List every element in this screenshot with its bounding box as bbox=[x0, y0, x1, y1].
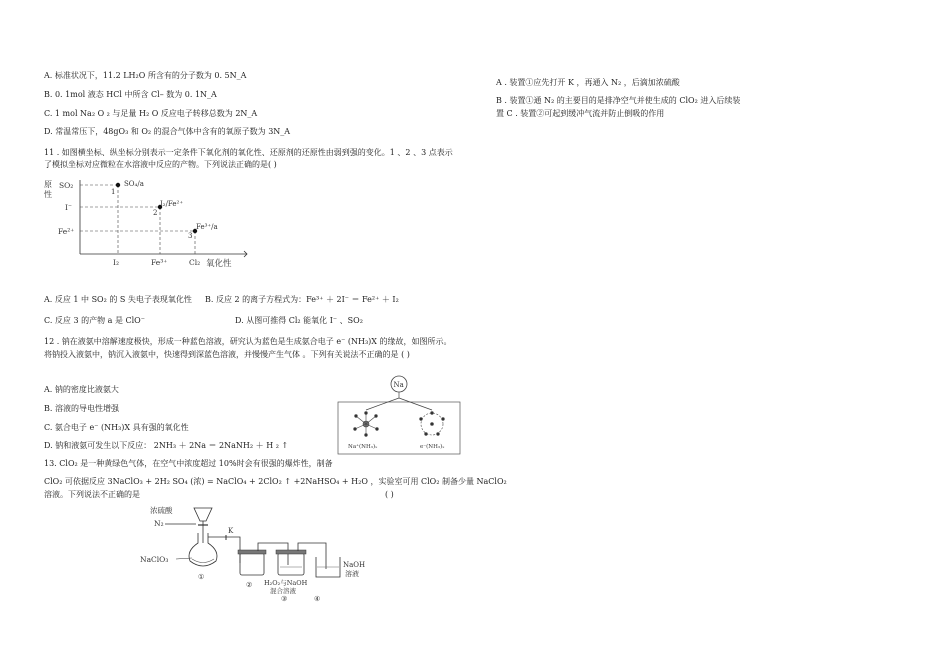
x-tick-fe3: Fe³⁺ bbox=[151, 258, 168, 267]
q12-stem-line2: 将钠投入液氨中，钠沉入液氨中，快速得到深蓝色溶液，并慢慢产生气体 。下列有关说法不正确的是 ( ) bbox=[44, 350, 410, 359]
point-2-label: I₂/Fe²⁺ bbox=[160, 200, 184, 208]
y-tick-i: I⁻ bbox=[65, 203, 72, 212]
q13-option-a: A . 装置①应先打开 K ，再通入 N₂ ，后滴加浓硫酸 bbox=[496, 78, 680, 87]
q12-option-d: D. 钠和液氨可发生以下反应： 2NH₃ ＋ 2Na ＝ 2NaNH₂ ＋ H ₂ ↑ bbox=[44, 441, 289, 450]
apparatus-2-label: ② bbox=[246, 581, 253, 589]
q10-option-a: A. 标准状况下，11.2 LH₂O 所含有的分子数为 0. 5N_A bbox=[44, 71, 247, 80]
naoh-solution-label: 溶液 bbox=[345, 570, 359, 578]
q11-stem-line1: 11 . 如图横坐标、纵坐标分别表示一定条件下氧化剂的氧化性、还原剂的还原性由弱到强的变化。1 、2 、3 点表示 bbox=[44, 148, 453, 157]
n2-label: N₂ bbox=[154, 519, 164, 528]
solvated-electron-cluster bbox=[420, 412, 445, 436]
point-3-label: Fe³⁺/a bbox=[196, 223, 218, 231]
q11-option-c: C. 反应 3 的产物 a 是 ClO⁻ bbox=[44, 316, 145, 325]
q13-answer-paren: ( ) bbox=[385, 490, 394, 499]
point-1-label: SO₄/a bbox=[124, 180, 144, 188]
x-tick-i2: I₂ bbox=[113, 258, 119, 267]
q13-option-b: B . 装置①通 N₂ 的主要目的是排净空气并使生成的 ClO₂ 进入后续装 bbox=[496, 96, 741, 105]
electron-ammonia-label: e⁻(NH₃)ₓ bbox=[420, 444, 445, 450]
valve-k-label: K bbox=[228, 527, 234, 535]
naoh-label: NaOH bbox=[343, 561, 366, 569]
q12-option-b: B. 溶液的导电性增强 bbox=[44, 404, 119, 413]
q11-stem-line2: 了模拟坐标对应微粒在水溶液中反应的产物。下列说法正确的是( ) bbox=[44, 160, 277, 169]
q12-option-c: C. 氨合电子 e⁻ (NH₃)X 具有强的氧化性 bbox=[44, 423, 189, 432]
y-axis-label-2: 性 bbox=[44, 190, 52, 199]
y-axis-label-1: 原 bbox=[44, 180, 52, 189]
point-3-num: 3 bbox=[188, 232, 193, 240]
q11-option-b: B. 反应 2 的离子方程式为：Fe³⁺ ＋ 2I⁻ ＝ Fe²⁺ ＋ I₂ bbox=[205, 295, 399, 304]
q11-option-a: A. 反应 1 中 SO₂ 的 S 失电子表现氧化性 bbox=[44, 295, 192, 304]
na-ammonia-label: Na⁺(NH₃)ₓ bbox=[348, 444, 378, 450]
q12-figure bbox=[336, 374, 462, 456]
q11-figure bbox=[42, 176, 252, 272]
naclo3-label: NaClO₃ bbox=[140, 555, 169, 564]
apparatus-1-label: ① bbox=[198, 573, 205, 581]
q13-apparatus-figure bbox=[140, 503, 366, 603]
y-tick-fe2: Fe²⁺ bbox=[58, 227, 75, 236]
q10-option-b: B. 0. 1mol 液态 HCl 中所含 Cl– 数为 0. 1N_A bbox=[44, 90, 217, 99]
mixed-solution-label: 混合溶液 bbox=[270, 587, 296, 595]
point-1 bbox=[116, 183, 120, 187]
x-axis-label: 氧化性 bbox=[206, 259, 232, 269]
apparatus-3-label: ③ bbox=[281, 595, 288, 603]
conc-acid-label: 浓硫酸 bbox=[150, 506, 173, 515]
na-atom-label: Na bbox=[393, 381, 404, 389]
q10-option-c: C. 1 mol Na₂ O ₂ 与足量 H₂ O 反应电子转移总数为 2N_A bbox=[44, 109, 258, 118]
q10-option-d: D. 常温常压下，48gO₃ 和 O₂ 的混合气体中含有的氧原子数为 3N_A bbox=[44, 127, 291, 136]
apparatus-4-label: ④ bbox=[314, 595, 321, 603]
point-1-num: 1 bbox=[111, 188, 116, 196]
point-2-num: 2 bbox=[153, 209, 158, 217]
h2o2-naoh-label: H₂O₂与NaOH bbox=[264, 579, 308, 587]
solvated-sodium-cluster bbox=[354, 412, 379, 437]
q13-stem-line3: 溶液。下列说法不正确的是 bbox=[44, 490, 140, 499]
q11-option-d: D. 从图可推得 Cl₂ 能氧化 I⁻ 、SO₂ bbox=[235, 316, 363, 325]
y-tick-so2: SO₂ bbox=[59, 181, 74, 190]
q13-stem-line1: 13. ClO₂ 是一种黄绿色气体，在空气中浓度超过 10%时会有很强的爆炸性，制备 bbox=[44, 459, 333, 468]
q13-option-c: 置 C . 装置②可起到缓冲气流并防止倒吸的作用 bbox=[496, 109, 665, 118]
q13-stem-line2: ClO₂ 可依据反应 3NaClO₃ + 2H₂ SO₄ (浓) = NaClO₄ + 2ClO₂ ↑ +2NaHSO₄ + H₂O ，实验室可用 ClO₂ 制备少量 NaClO₂ bbox=[44, 477, 507, 486]
x-tick-cl2: Cl₂ bbox=[189, 258, 201, 267]
q12-option-a: A. 钠的密度比液氨大 bbox=[44, 385, 119, 394]
q12-stem-line1: 12 . 钠在液氨中溶解速度极快，形成一种蓝色溶液，研究认为蓝色是生成氨合电子 e⁻ (NH₃)X 的缘故，如图所示。 bbox=[44, 337, 452, 346]
